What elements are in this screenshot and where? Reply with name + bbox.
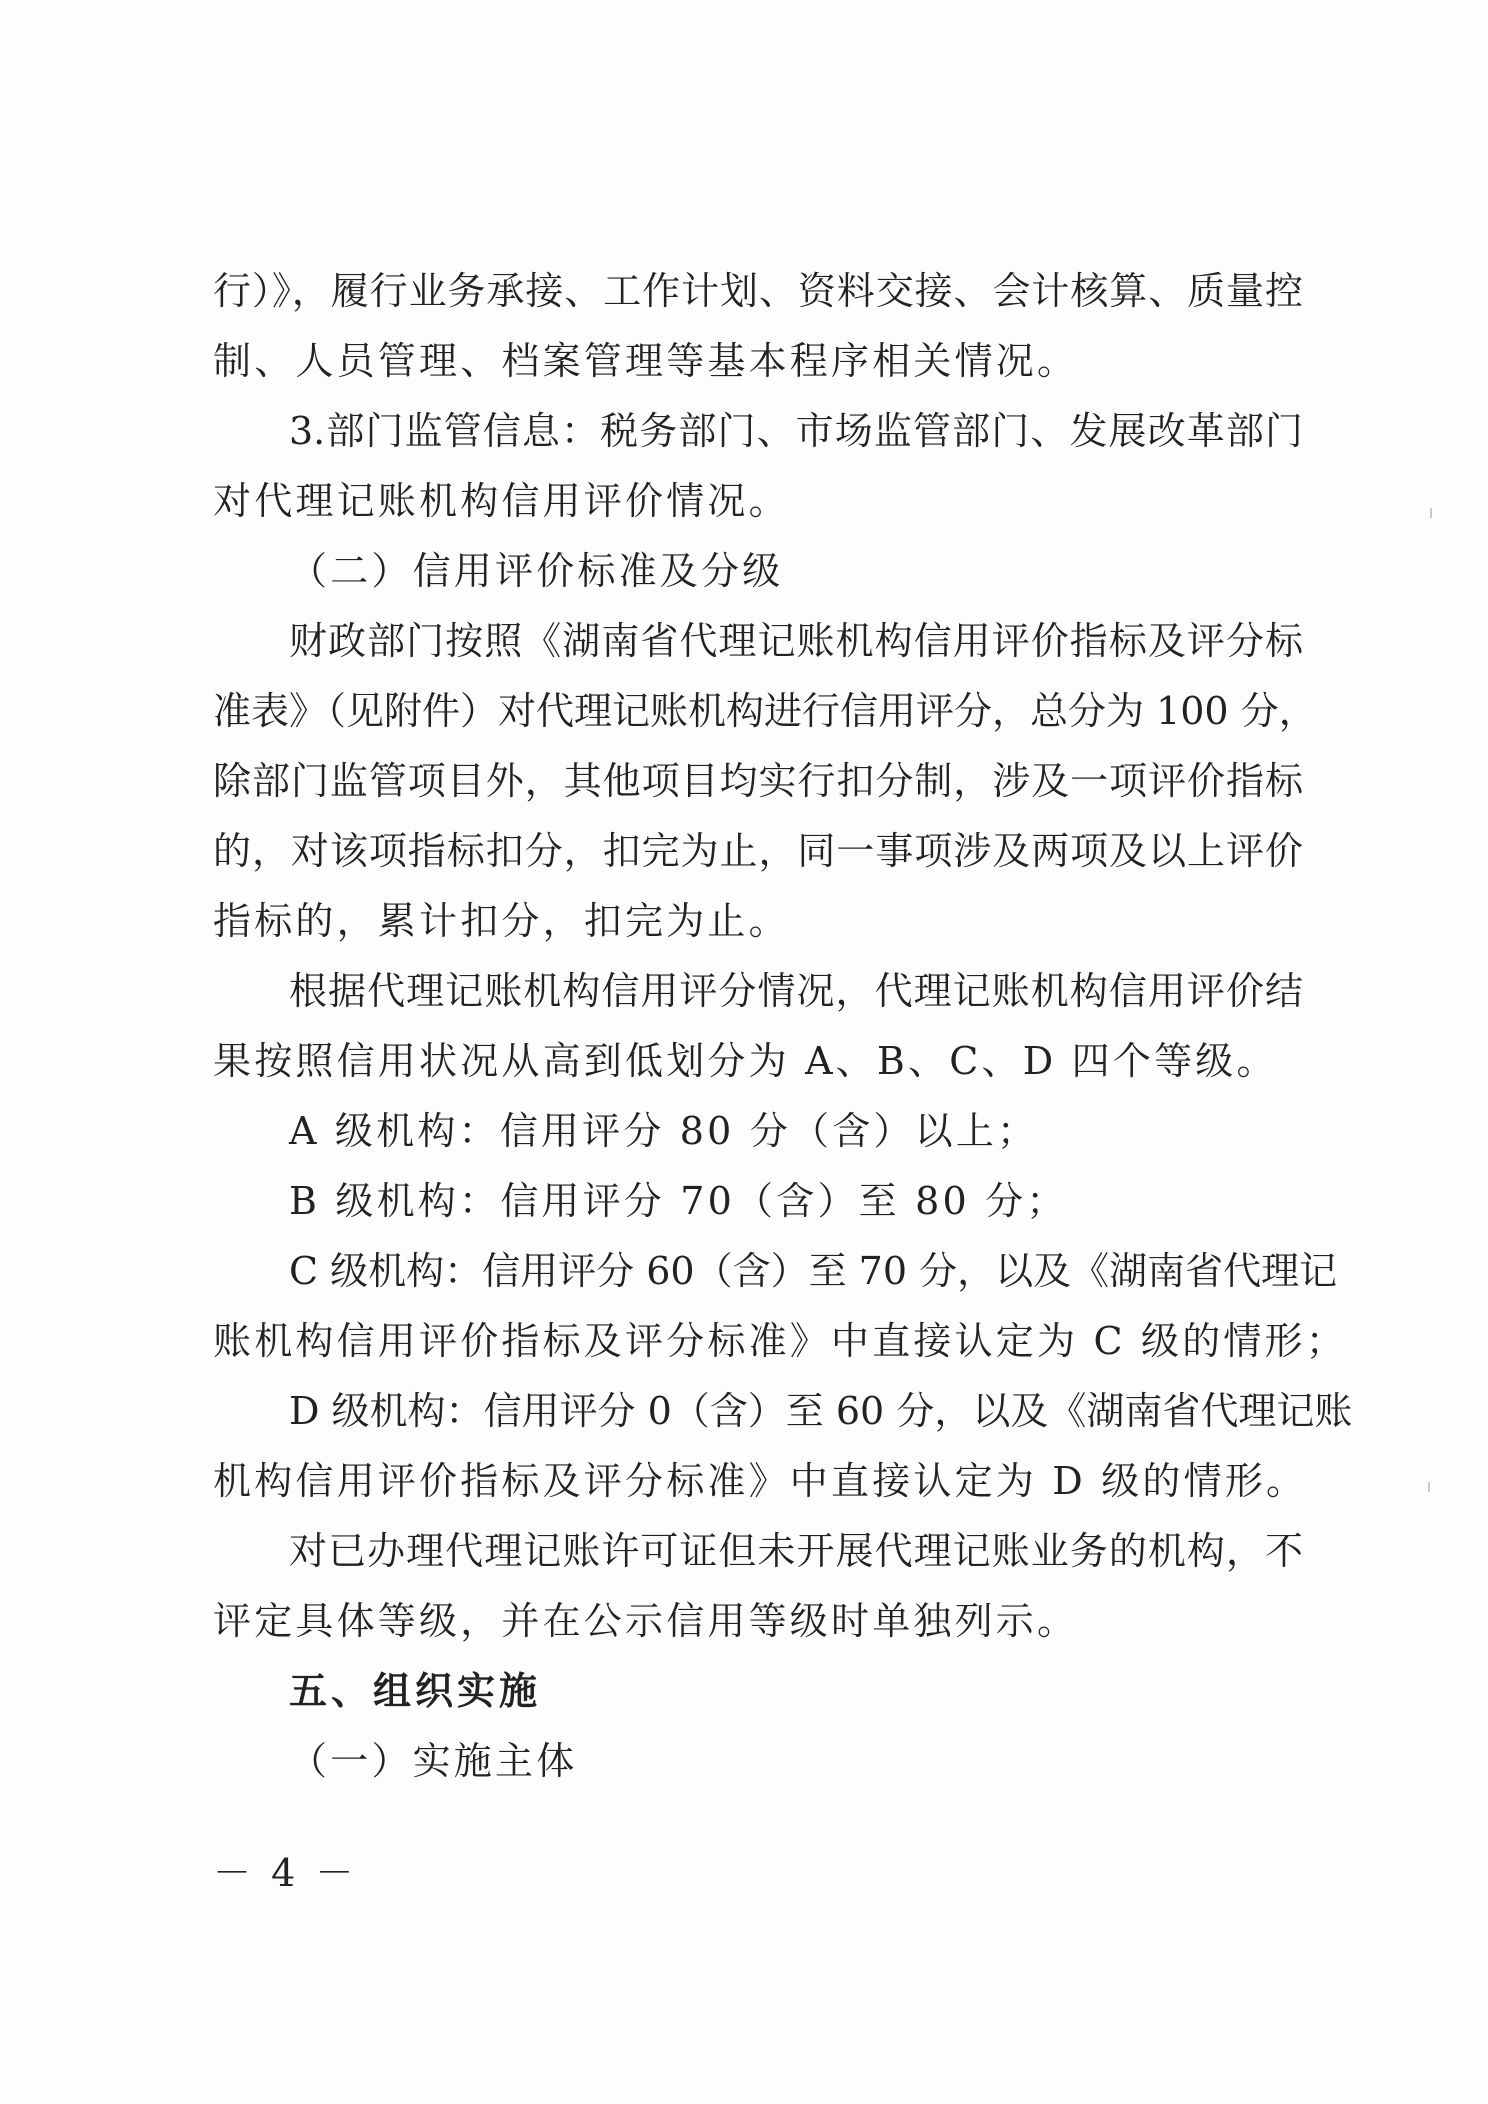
text-line: 准表》（见附件）对代理记账机构进行信用评分，总分为 100 分， [213, 689, 1317, 733]
text-line: 果按照信用状况从高到低划分为 A、B、C、D 四个等级。 [213, 1039, 1278, 1083]
grade-a-line: A 级机构：信用评分 80 分（含）以上； [289, 1109, 1039, 1153]
grade-d-line: D 级机构：信用评分 0（含）至 60 分，以及《湖南省代理记账 [289, 1389, 1353, 1433]
text-line: 评定具体等级，并在公示信用等级时单独列示。 [213, 1599, 1079, 1643]
page-number: － 4 － [213, 1851, 358, 1895]
text-line: 财政部门按照《湖南省代理记账机构信用评价指标及评分标 [289, 619, 1303, 663]
scan-speck [1428, 1482, 1430, 1492]
text-line: 制、人员管理、档案管理等基本程序相关情况。 [213, 339, 1079, 383]
subsection-heading: （一）实施主体 [289, 1739, 578, 1783]
text-line: 3.部门监管信息：税务部门、市场监管部门、发展改革部门 [289, 409, 1303, 453]
text-line: 除部门监管项目外，其他项目均实行扣分制，涉及一项评价指标 [213, 759, 1303, 803]
text-line: 对代理记账机构信用评价情况。 [213, 479, 790, 523]
text-line: 行）》，履行业务承接、工作计划、资料交接、会计核算、质量控 [213, 269, 1303, 313]
text-line: 根据代理记账机构信用评分情况，代理记账机构信用评价结 [289, 969, 1303, 1013]
text-line: 账机构信用评价指标及评分标准》中直接认定为 C 级的情形； [213, 1319, 1348, 1363]
text-line: 机构信用评价指标及评分标准》中直接认定为 D 级的情形。 [213, 1459, 1308, 1503]
scan-speck [1430, 508, 1432, 518]
subsection-heading: （二）信用评价标准及分级 [289, 549, 784, 593]
grade-b-line: B 级机构：信用评分 70（含）至 80 分； [289, 1179, 1068, 1223]
text-line: 指标的，累计扣分，扣完为止。 [213, 899, 790, 943]
text-line: 对已办理代理记账许可证但未开展代理记账业务的机构，不 [289, 1529, 1303, 1573]
section-heading: 五、组织实施 [289, 1669, 542, 1713]
text-line: 的，对该项指标扣分，扣完为止，同一事项涉及两项及以上评价 [213, 829, 1303, 873]
grade-c-line: C 级机构：信用评分 60（含）至 70 分，以及《湖南省代理记 [289, 1249, 1338, 1293]
document-body [213, 256, 1353, 1796]
